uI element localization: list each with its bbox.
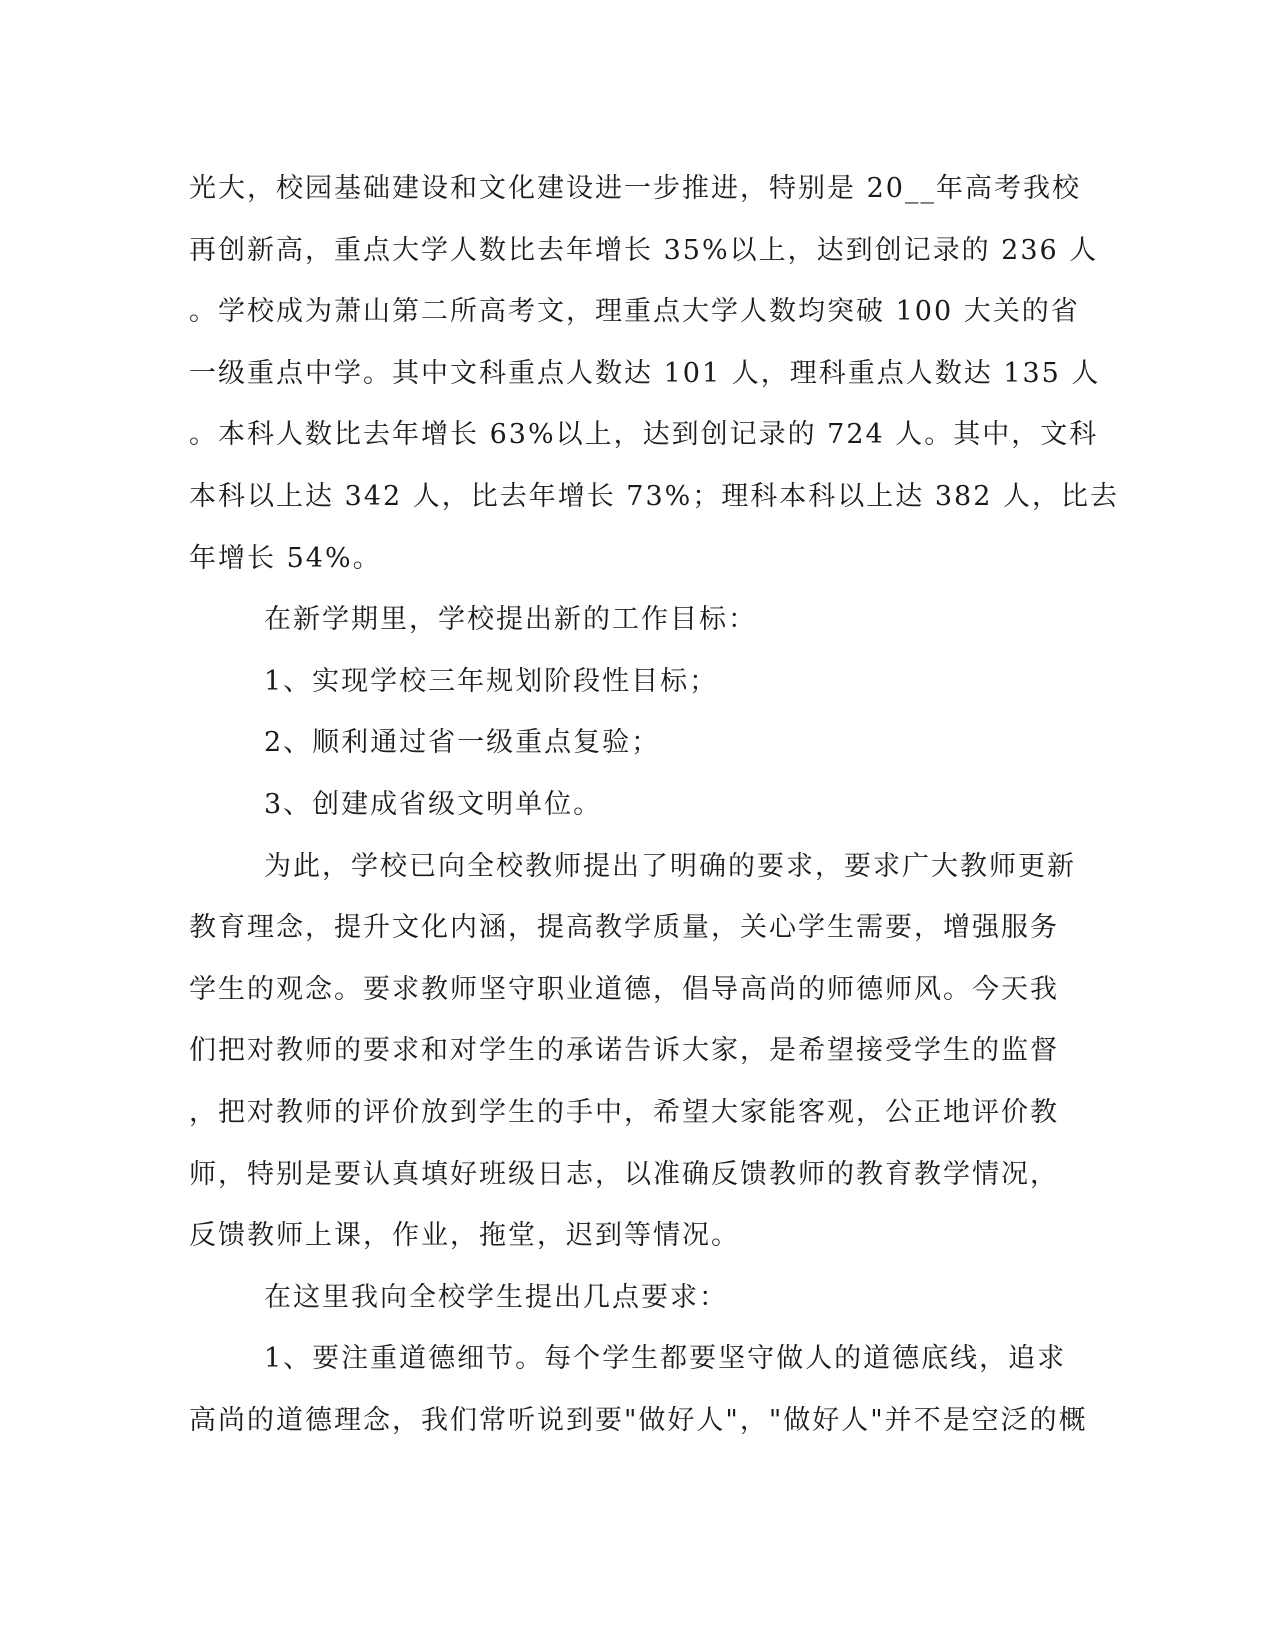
text-line-3: 。学校成为萧山第二所高考文，理重点大学人数均突破 100 大关的省 xyxy=(189,296,1080,328)
text-line-15: 们把对教师的要求和对学生的承诺告诉大家，是希望接受学生的监督 xyxy=(189,1035,1059,1067)
text-line-9: 1、实现学校三年规划阶段性目标； xyxy=(264,665,719,697)
text-line-6: 本科以上达 342 人，比去年增长 73%；理科本科以上达 382 人，比去 xyxy=(189,480,1119,512)
text-line-4: 一级重点中学。其中文科重点人数达 101 人，理科重点人数达 135 人 xyxy=(189,357,1101,389)
text-line-7: 年增长 54%。 xyxy=(189,542,382,574)
text-line-14: 学生的观念。要求教师坚守职业道德，倡导高尚的师德师风。今天我 xyxy=(189,973,1059,1005)
text-line-20: 1、要注重道德细节。每个学生都要坚守做人的道德底线，追求 xyxy=(264,1343,1067,1375)
text-line-18: 反馈教师上课，作业，拖堂，迟到等情况。 xyxy=(189,1220,740,1252)
text-line-16: ，把对教师的评价放到学生的手中，希望大家能客观，公正地评价教 xyxy=(189,1096,1059,1128)
text-line-19: 在这里我向全校学生提出几点要求： xyxy=(264,1281,728,1313)
body-text xyxy=(189,158,1119,1451)
text-line-2: 再创新高，重点大学人数比去年增长 35%以上，达到创记录的 236 人 xyxy=(189,234,1099,266)
text-line-10: 2、顺利通过省一级重点复验； xyxy=(264,727,661,759)
text-line-17: 师，特别是要认真填好班级日志，以准确反馈教师的教育教学情况， xyxy=(189,1158,1059,1190)
text-line-11: 3、创建成省级文明单位。 xyxy=(264,788,603,820)
text-line-8: 在新学期里，学校提出新的工作目标： xyxy=(264,604,757,636)
text-line-1: 光大，校园基础建设和文化建设进一步推进，特别是 20__年高考我校 xyxy=(189,173,1081,204)
text-line-21: 高尚的道德理念，我们常听说到要"做好人"，"做好人"并不是空泛的概 xyxy=(189,1404,1088,1436)
text-line-5: 。本科人数比去年增长 63%以上，达到创记录的 724 人。其中，文科 xyxy=(189,419,1099,451)
text-line-12: 为此，学校已向全校教师提出了明确的要求，要求广大教师更新 xyxy=(264,850,1076,882)
text-line-13: 教育理念，提升文化内涵，提高教学质量，关心学生需要，增强服务 xyxy=(189,912,1059,944)
